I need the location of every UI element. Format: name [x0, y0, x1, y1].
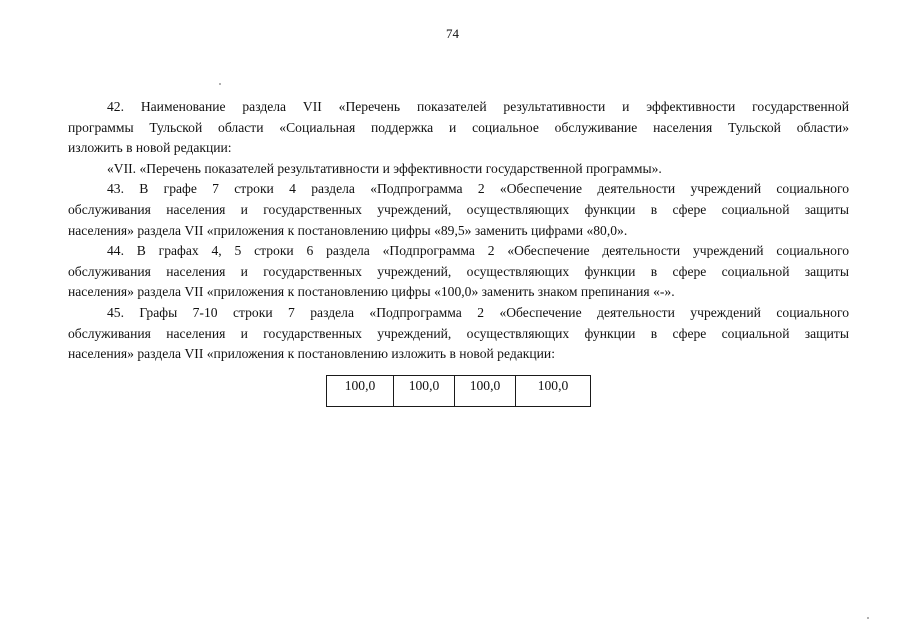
paragraph-line: населения» раздела VII «приложения к постановлению изложить в новой редакции:	[68, 346, 555, 362]
document-body	[68, 97, 849, 365]
table-cell: 100,0	[516, 376, 591, 407]
paragraph-line: обслуживания населения и государственных учреждений, осуществляющих функции в сфере социальной защиты	[68, 201, 849, 217]
paragraph-line: обслуживания населения и государственных учреждений, осуществляющих функции в сфере социальной защиты	[68, 325, 849, 341]
table-cell: 100,0	[455, 376, 516, 407]
scan-speck	[867, 617, 869, 619]
paragraph-45	[68, 303, 849, 365]
paragraph-line: «VII. «Перечень показателей результативности и эффективности государственной программы».	[107, 160, 662, 176]
paragraph-line: населения» раздела VII «приложения к постановлению цифры «100,0» заменить знаком препинания «-».	[68, 284, 675, 300]
paragraph-line: 42. Наименование раздела VII «Перечень показателей результативности и эффективности государственной	[107, 99, 849, 114]
paragraph-42	[68, 97, 849, 159]
paragraph-line: 44. В графах 4, 5 строки 6 раздела «Подпрограмма 2 «Обеспечение деятельности учреждений социального	[107, 243, 849, 259]
values-table	[326, 375, 591, 407]
paragraph-line: обслуживания населения и государственных учреждений, осуществляющих функции в сфере социальной защиты	[68, 263, 849, 279]
paragraph-line: 43. В графе 7 строки 4 раздела «Подпрограмма 2 «Обеспечение деятельности учреждений социального	[107, 181, 849, 197]
table-cell: 100,0	[327, 376, 394, 407]
page-number: 74	[446, 26, 459, 41]
paragraph-new-title	[68, 159, 849, 180]
paragraph-43	[68, 179, 849, 241]
paragraph-44	[68, 241, 849, 303]
paragraph-line: населения» раздела VII «приложения к постановлению цифры «89,5» заменить цифрами «80,0».	[68, 222, 628, 238]
scan-speck	[219, 83, 221, 85]
table-cell: 100,0	[394, 376, 455, 407]
paragraph-line: изложить в новой редакции:	[68, 140, 232, 156]
paragraph-line: программы Тульской области «Социальная поддержка и социальное обслуживание населения Тульской области»	[68, 119, 849, 135]
table-row	[327, 376, 591, 407]
paragraph-line: 45. Графы 7-10 строки 7 раздела «Подпрограмма 2 «Обеспечение деятельности учреждений социального	[107, 304, 849, 320]
